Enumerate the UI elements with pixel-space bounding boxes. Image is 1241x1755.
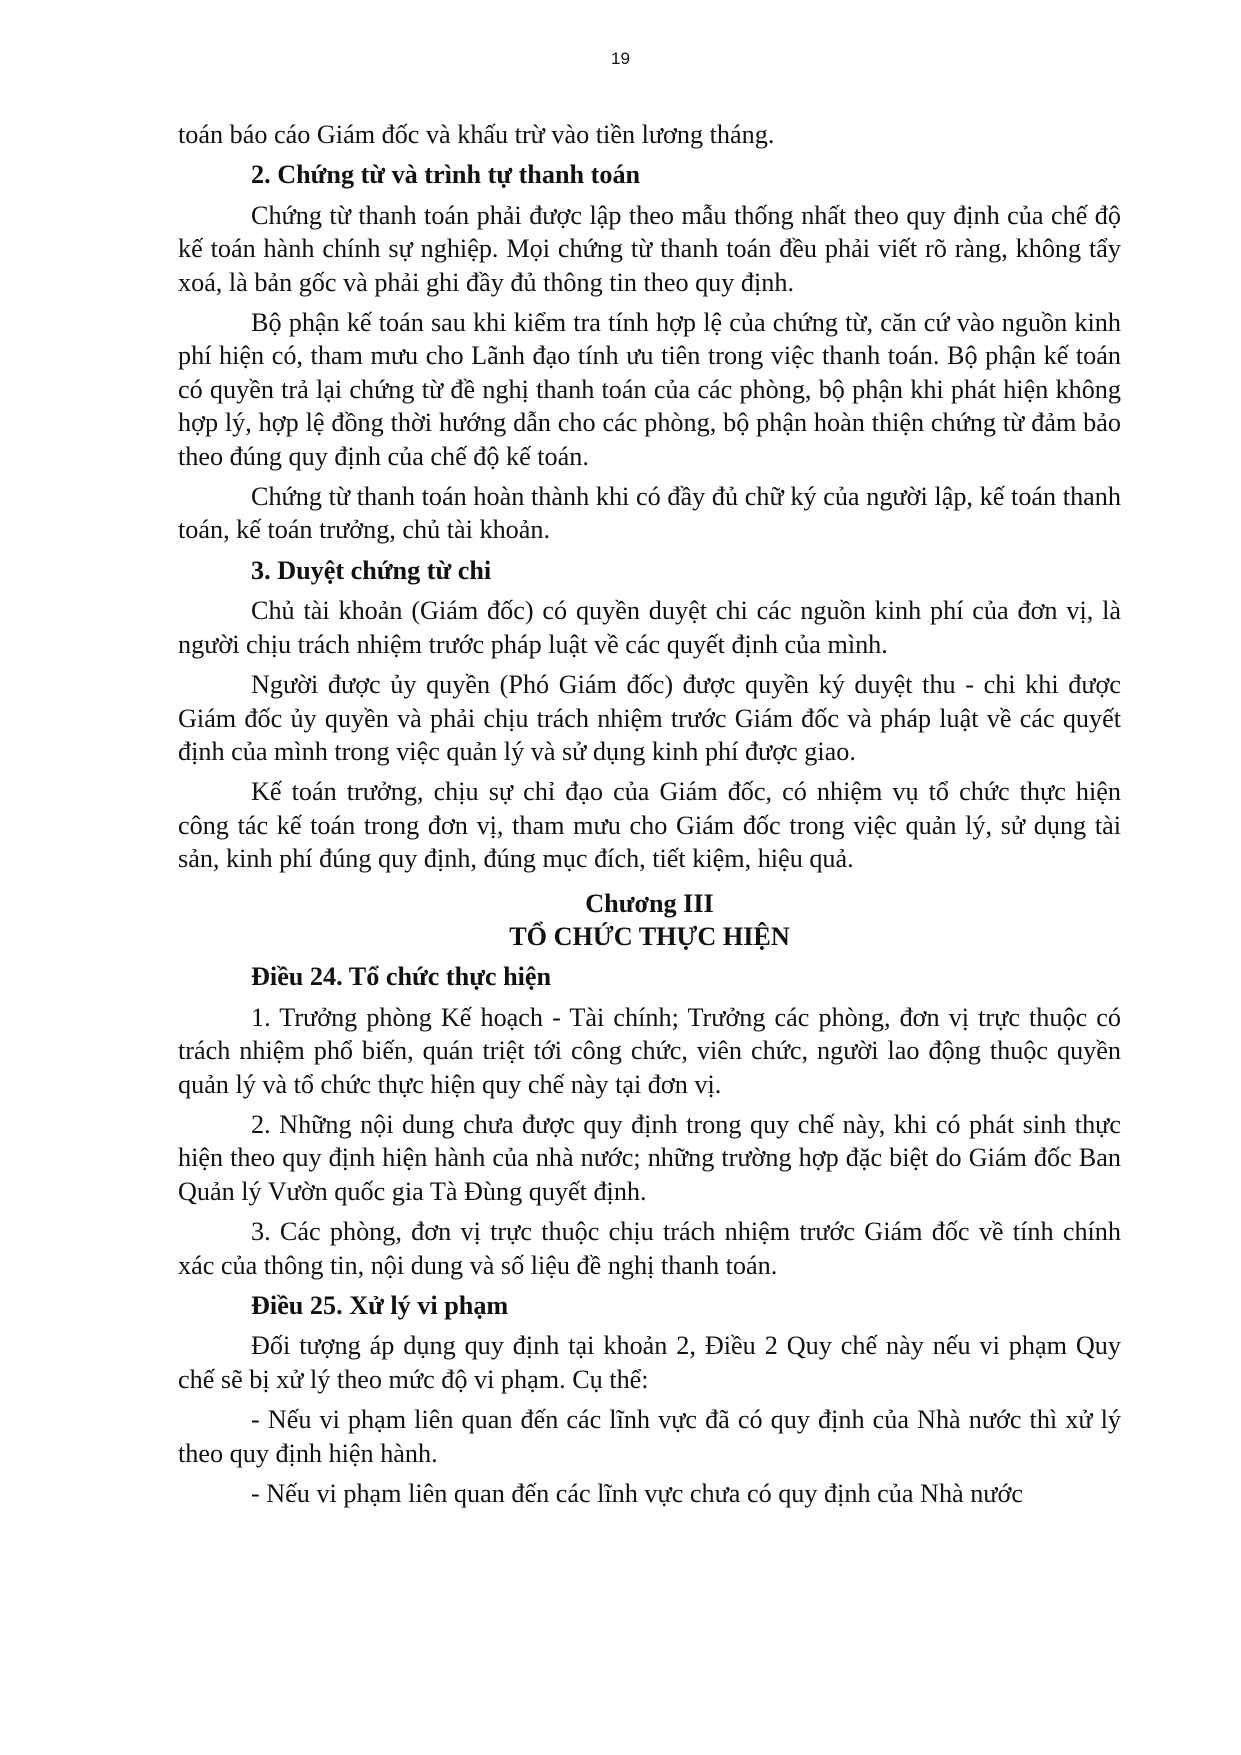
article-heading-25: Điều 25. Xử lý vi phạm xyxy=(251,1291,509,1320)
paragraph: Kế toán trưởng, chịu sự chỉ đạo của Giám đốc, có nhiệm vụ tổ chức thực hiện công tác kế toán trong đơn vị, tham mưu cho Giám đốc trong việc quản lý, sử dụng tài sản, kinh phí đúng quy định, đúng mục đích, tiết kiệm, hiệu quả. xyxy=(178,777,1121,874)
paragraph: 1. Trưởng phòng Kế hoạch - Tài chính; Trưởng các phòng, đơn vị trực thuộc có trách nhiệm phổ biến, quán triệt tới công chức, viên chức, người lao động thuộc quyền quản lý và tổ chức thực hiện quy chế này tại đơn vị. xyxy=(178,1002,1121,1099)
paragraph: - Nếu vi phạm liên quan đến các lĩnh vực chưa có quy định của Nhà nước xyxy=(251,1479,1023,1509)
document-body xyxy=(178,118,1121,1517)
chapter-number: Chương III xyxy=(585,888,714,918)
chapter-title: TỔ CHỨC THỰC HIỆN xyxy=(509,921,790,951)
paragraph: - Nếu vi phạm liên quan đến các lĩnh vực đã có quy định của Nhà nước thì xử lý theo quy định hiện hành. xyxy=(178,1405,1121,1468)
paragraph: Chứng từ thanh toán hoàn thành khi có đầy đủ chữ ký của người lập, kế toán thanh toán, kế toán trưởng, chủ tài khoản. xyxy=(178,482,1121,545)
paragraph: Chủ tài khoản (Giám đốc) có quyền duyệt chi các nguồn kinh phí của đơn vị, là người chịu trách nhiệm trước pháp luật về các quyết định của mình. xyxy=(178,596,1121,659)
paragraph: Bộ phận kế toán sau khi kiểm tra tính hợp lệ của chứng từ, căn cứ vào nguồn kinh phí hiện có, tham mưu cho Lãnh đạo tính ưu tiên trong việc thanh toán. Bộ phận kế toán có quyền trả lại chứng từ đề nghị thanh toán của các phòng, bộ phận khi phát hiện không hợp lý, hợp lệ đồng thời hướng dẫn cho các phòng, bộ phận hoàn thiện chứng từ đảm bảo theo đúng quy định của chế độ kế toán. xyxy=(178,308,1121,471)
paragraph: 3. Các phòng, đơn vị trực thuộc chịu trách nhiệm trước Giám đốc về tính chính xác của thông tin, nội dung và số liệu đề nghị thanh toán. xyxy=(178,1217,1121,1280)
paragraph-continuation: toán báo cáo Giám đốc và khấu trừ vào tiền lương tháng. xyxy=(178,120,775,149)
paragraph: Đối tượng áp dụng quy định tại khoản 2, Điều 2 Quy chế này nếu vi phạm Quy chế sẽ bị xử lý theo mức độ vi phạm. Cụ thể: xyxy=(178,1331,1121,1394)
section-heading-expense-approval: 3. Duyệt chứng từ chi xyxy=(251,555,492,585)
chapter-heading xyxy=(178,887,1121,954)
section-heading-payment-documents: 2. Chứng từ và trình tự thanh toán xyxy=(251,160,641,190)
paragraph: Chứng từ thanh toán phải được lập theo mẫu thống nhất theo quy định của chế độ kế toán hành chính sự nghiệp. Mọi chứng từ thanh toán đều phải viết rõ ràng, không tẩy xoá, là bản gốc và phải ghi đầy đủ thông tin theo quy định. xyxy=(178,200,1121,297)
paragraph: 2. Những nội dung chưa được quy định trong quy chế này, khi có phát sinh thực hiện theo quy định hiện hành của nhà nước; những trường hợp đặc biệt do Giám đốc Ban Quản lý Vườn quốc gia Tà Đùng quyết định. xyxy=(178,1109,1121,1206)
paragraph: Người được ủy quyền (Phó Giám đốc) được quyền ký duyệt thu - chi khi được Giám đốc ủy quyền và phải chịu trách nhiệm trước Giám đốc và pháp luật về các quyết định của mình trong việc quản lý và sử dụng kinh phí được giao. xyxy=(178,670,1121,766)
article-heading-24: Điều 24. Tổ chức thực hiện xyxy=(251,962,552,992)
page-number: 19 xyxy=(611,49,630,68)
